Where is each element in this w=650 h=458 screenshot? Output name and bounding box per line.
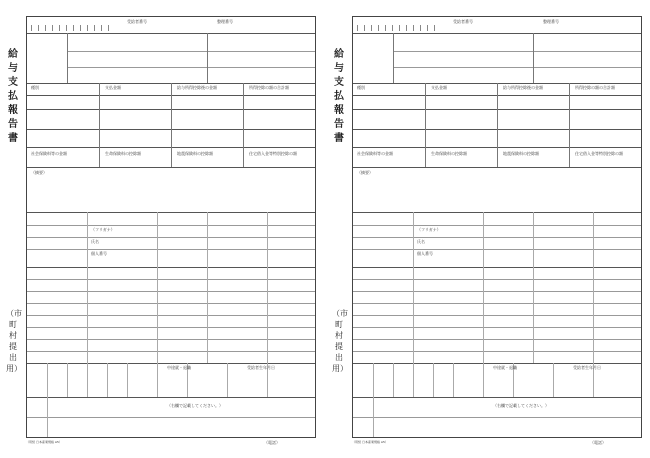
phone-label: （電話）	[590, 440, 606, 445]
remarks-label: （摘要）	[31, 170, 47, 175]
dependent-label-3: 個人番号	[417, 251, 433, 256]
bottom-header-birthdate: 受給者生年月日	[247, 365, 275, 370]
amount-header-type: 種別	[357, 85, 365, 90]
amount-header-income: 給与所得控除後の金額	[503, 85, 543, 90]
reference-number-label: 整理番号	[543, 19, 559, 24]
form-title-vertical: 給与支払報告書	[8, 49, 18, 144]
amount-header-payment: 支払金額	[105, 85, 121, 90]
dependent-label-2: 氏名	[417, 239, 425, 244]
insurance-header-earthquake: 地震保険料の控除額	[503, 151, 539, 156]
footnote: （用紙 日本産業規格 A5）	[26, 440, 62, 444]
insurance-header-life: 生命保険料の控除額	[105, 151, 141, 156]
form-sheet-left	[4, 8, 319, 450]
id-digit-boxes	[31, 25, 115, 31]
amount-header-deduction: 所得控除の額の合計額	[249, 85, 289, 90]
phone-label: （電話）	[264, 440, 280, 445]
remarks-label: （摘要）	[357, 170, 373, 175]
form-title-vertical: 給与支払報告書	[334, 49, 344, 144]
bottom-header-midterm: 中途就・退職	[493, 365, 517, 370]
form-subtitle-vertical: （市町村提出用）	[332, 309, 348, 373]
dependent-label-1: （フリガナ）	[91, 227, 115, 232]
dependent-label-2: 氏名	[91, 239, 99, 244]
dependent-label-1: （フリガナ）	[417, 227, 441, 232]
dependent-label-3: 個人番号	[91, 251, 107, 256]
memo-text: （右欄で記載してください。）	[493, 403, 549, 408]
recipient-number-label: 受給者番号	[127, 19, 147, 24]
form-subtitle-vertical: （市町村提出用）	[6, 309, 22, 373]
amount-header-income: 給与所得控除後の金額	[177, 85, 217, 90]
bottom-header-birthdate: 受給者生年月日	[573, 365, 601, 370]
amount-header-type: 種別	[31, 85, 39, 90]
footnote: （用紙 日本産業規格 A5）	[352, 440, 388, 444]
form-grid	[352, 16, 642, 438]
recipient-number-label: 受給者番号	[453, 19, 473, 24]
amount-header-payment: 支払金額	[431, 85, 447, 90]
insurance-header-earthquake: 地震保険料の控除額	[177, 151, 213, 156]
insurance-header-social: 社会保険料等の金額	[31, 151, 67, 156]
amount-header-deduction: 所得控除の額の合計額	[575, 85, 615, 90]
insurance-header-housing: 住宅借入金等特別控除の額	[575, 151, 623, 156]
insurance-header-social: 社会保険料等の金額	[357, 151, 393, 156]
form-grid	[26, 16, 316, 438]
memo-text: （右欄で記載してください。）	[167, 403, 223, 408]
insurance-header-housing: 住宅借入金等特別控除の額	[249, 151, 297, 156]
bottom-header-midterm: 中途就・退職	[167, 365, 191, 370]
id-digit-boxes	[357, 25, 441, 31]
form-sheet-right	[330, 8, 645, 450]
reference-number-label: 整理番号	[217, 19, 233, 24]
insurance-header-life: 生命保険料の控除額	[431, 151, 467, 156]
